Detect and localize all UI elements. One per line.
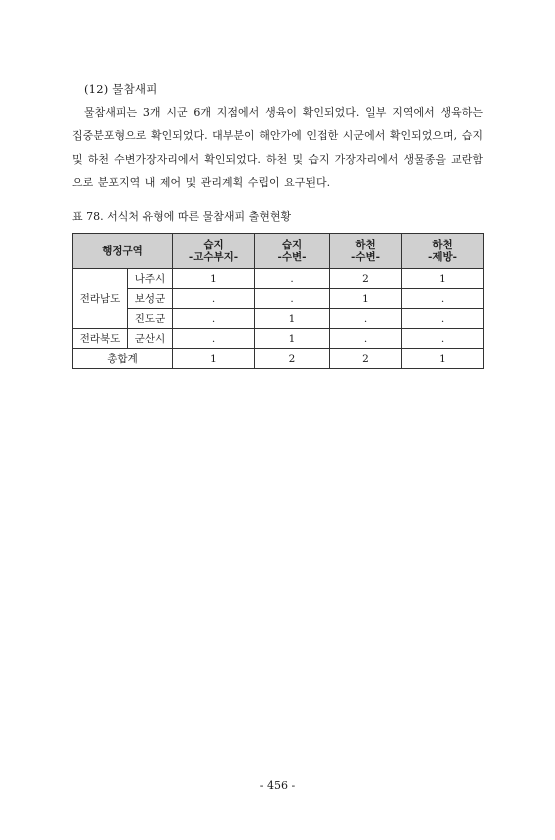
header-wetland-floodplain <box>173 234 255 269</box>
city-cell: 나주시 <box>128 269 173 289</box>
value-cell: . <box>330 309 402 329</box>
value-cell: . <box>402 309 484 329</box>
province-cell: 전라남도 <box>73 269 128 329</box>
city-cell: 보성군 <box>128 289 173 309</box>
header-label: 하천 <box>355 239 376 251</box>
value-cell: . <box>173 289 255 309</box>
value-cell: . <box>255 289 330 309</box>
value-cell: . <box>402 329 484 349</box>
table-row <box>73 269 484 289</box>
header-river-waterside <box>330 234 402 269</box>
value-cell: . <box>255 269 330 289</box>
header-sublabel: -고수부지- <box>188 251 239 263</box>
page-number: - 456 - <box>259 779 296 792</box>
section-heading: (12) 물참새피 <box>84 82 158 96</box>
header-label: 습지 <box>203 239 224 251</box>
value-cell: 1 <box>255 309 330 329</box>
total-value-cell: 2 <box>330 349 402 369</box>
value-cell: . <box>402 289 484 309</box>
value-cell: 1 <box>330 289 402 309</box>
province-cell: 전라북도 <box>73 329 128 349</box>
body-paragraph: 물참새피는 3개 시군 6개 지점에서 생육이 확인되었다. 일부 지역에서 생육하는 집중분포형으로 확인되었다. 대부분이 해안가에 인접한 시군에서 확인되었으며, 습지 및 하천 수변가장자리에서 확인되었다. 하천 및 습지 가장자리에서 생물종을 교란함으로 분포지역 내 제어 및 관리계획 수립이 요구된다. <box>72 106 483 189</box>
table-row <box>73 309 484 329</box>
header-sublabel: -수변- <box>277 251 307 263</box>
table-caption: 표 78. 서식처 유형에 따른 물참새피 출현현황 <box>72 210 292 223</box>
total-value-cell: 2 <box>255 349 330 369</box>
occurrence-table <box>72 233 484 369</box>
header-label: 습지 <box>281 239 303 251</box>
header-wetland-waterside <box>255 234 330 269</box>
value-cell: 1 <box>255 329 330 349</box>
header-sublabel: -제방- <box>428 251 458 263</box>
table-total-row <box>73 349 484 369</box>
header-sublabel: -수변- <box>351 251 381 263</box>
value-cell: 2 <box>330 269 402 289</box>
total-value-cell: 1 <box>173 349 255 369</box>
total-label: 총합계 <box>73 349 173 369</box>
header-region: 행정구역 <box>73 234 173 269</box>
table-header-row <box>73 234 484 269</box>
city-cell: 군산시 <box>128 329 173 349</box>
header-river-levee <box>402 234 484 269</box>
value-cell: . <box>330 329 402 349</box>
city-cell: 진도군 <box>128 309 173 329</box>
value-cell: 1 <box>173 269 255 289</box>
table-row <box>73 289 484 309</box>
value-cell: . <box>173 309 255 329</box>
table-row <box>73 329 484 349</box>
total-value-cell: 1 <box>402 349 484 369</box>
value-cell: 1 <box>402 269 484 289</box>
value-cell: . <box>173 329 255 349</box>
header-label: 하천 <box>432 239 453 251</box>
